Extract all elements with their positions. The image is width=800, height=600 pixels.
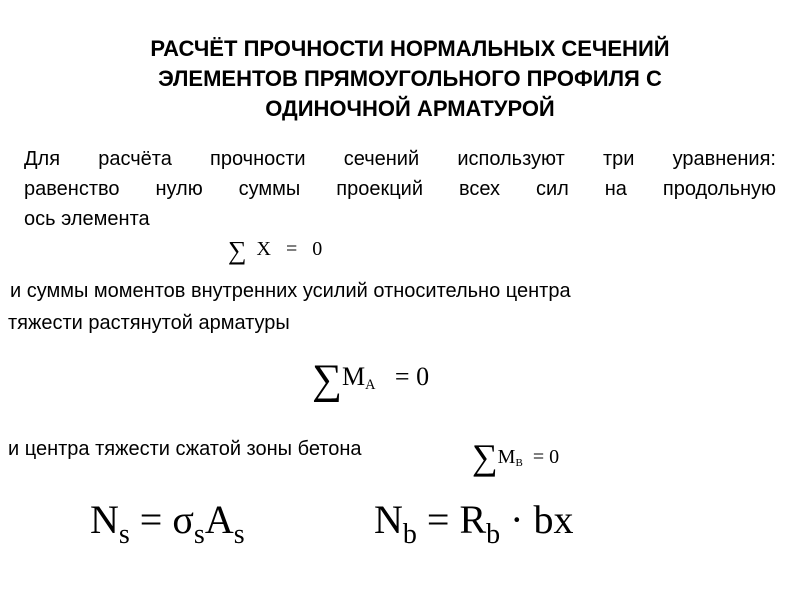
formula-var: M (497, 446, 516, 468)
moments-line-1: и суммы моментов внутренних усилий относительно центра (10, 280, 571, 302)
formula-lhs: N (90, 497, 119, 542)
intro-line-1: Для расчёта прочности сечений используют три уравнения: (24, 148, 776, 170)
intro-line-2: равенство нулю суммы проекций всех сил на продольную (24, 178, 776, 200)
sigma-symbol: ∑ (312, 357, 342, 403)
formula-sum-ma (312, 348, 430, 403)
title-line-2: ЭЛЕМЕНТОВ ПРЯМОУГОЛЬНОГО ПРОФИЛЯ С (158, 66, 662, 91)
page-title (60, 34, 760, 124)
sigma-symbol: ∑ (228, 236, 247, 265)
formula-r-sub: b (486, 518, 501, 550)
formula-lhs-sub: s (118, 518, 130, 550)
formula-a: A (204, 497, 234, 542)
formula-eq: = (286, 238, 298, 260)
intro-paragraph (24, 144, 776, 234)
formula-rhs: 0 (549, 446, 560, 468)
formula-a-sub: s (233, 518, 245, 550)
intro-line-3: ось элемента (24, 208, 150, 230)
title-line-3: ОДИНОЧНОЙ АРМАТУРОЙ (265, 96, 555, 121)
formula-sigma-sub: s (193, 518, 205, 550)
formula-rhs: 0 (416, 362, 430, 391)
formula-lhs: N (374, 497, 403, 542)
concrete-text: и центра тяжести сжатой зоны бетона (8, 438, 362, 460)
formula-eq: = (532, 446, 545, 468)
formula-sum-mb (472, 430, 560, 477)
formula-var: M (341, 362, 366, 391)
formula-sigma: σ (172, 497, 194, 542)
formula-eq: = (139, 497, 163, 542)
formula-rhs: 0 (312, 238, 323, 260)
formula-sum-x (228, 232, 323, 265)
formula-ns (90, 496, 245, 550)
formula-eq: = (426, 497, 450, 542)
formula-eq: = (394, 362, 410, 391)
formula-dot: · (510, 497, 524, 542)
formula-lhs-sub: b (402, 518, 417, 550)
moments-line-2: тяжести растянутой арматуры (8, 312, 290, 334)
title-line-1: РАСЧЁТ ПРОЧНОСТИ НОРМАЛЬНЫХ СЕЧЕНИЙ (150, 36, 670, 61)
formula-bx: bx (533, 497, 574, 542)
formula-sub: A (365, 376, 376, 393)
sigma-symbol: ∑ (472, 437, 498, 477)
formula-nb (374, 496, 574, 550)
formula-sub: B (515, 456, 523, 469)
formula-var: X (256, 238, 271, 260)
formula-r: R (459, 497, 487, 542)
